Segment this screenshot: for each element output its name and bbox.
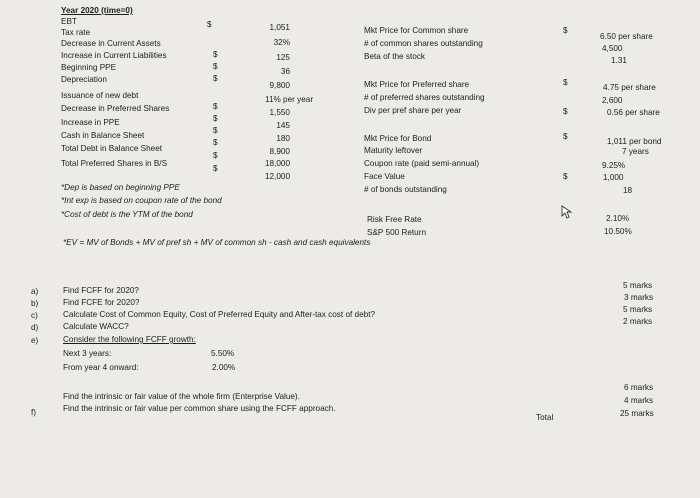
item-value: 125 [276,53,290,62]
question-letter: e) [31,336,39,345]
dollar-sign: $ [213,102,218,111]
question-text: Calculate Cost of Common Equity, Cost of Preferred Equity and After-tax cost of debt? [63,310,376,319]
bond-label: Maturity leftover [364,146,423,155]
item-label: Total Preferred Shares in B/S [61,159,168,168]
market-label: S&P 500 Return [367,228,427,237]
question-letter: f) [31,408,37,417]
total-label: Total [536,413,554,422]
question-letter: b) [31,299,39,308]
marks: 4 marks [624,396,654,405]
common-label: Mkt Price for Common share [364,26,469,35]
bond-value: 9.25% [602,161,626,170]
bond-value: 1,011 per bond [607,137,662,146]
dollar-sign: $ [213,151,218,160]
question-text: Find FCFF for 2020? [63,286,139,295]
marks: 6 marks [624,383,654,392]
dollar-sign: $ [213,74,218,83]
dollar-sign: $ [213,50,218,59]
question-text: Find the intrinsic or fair value of the whole firm (Enterprise Value). [63,392,300,401]
note: *Int exp is based on coupon rate of the bond [61,196,222,205]
item-value: 1,051 [269,23,290,32]
growth-label: From year 4 onward: [63,363,139,372]
growth-value: 2.00% [212,363,236,372]
dollar-sign: $ [213,126,218,135]
cursor-icon [560,205,574,219]
market-value: 10.50% [604,227,632,236]
item-label: EBT [61,17,77,26]
note: *Dep is based on beginning PPE [61,183,180,192]
preferred-value: 4.75 per share [603,83,656,92]
dollar-sign: $ [563,26,568,35]
dollar-sign: $ [563,132,568,141]
bond-value: 1,000 [603,173,624,182]
common-value: 1.31 [611,56,627,65]
item-value: 8,900 [269,147,290,156]
total-value: 25 marks [620,409,654,418]
growth-label: Next 3 years: [63,349,112,358]
preferred-value: 2,600 [602,96,623,105]
item-value: 18,000 [264,159,290,168]
item-label: Cash in Balance Sheet [61,131,145,140]
bond-label: Face Value [364,172,405,181]
dollar-sign: $ [563,107,568,116]
item-value: 32% [273,38,290,47]
dollar-sign: $ [213,138,218,147]
question-text: Calculate WACC? [63,322,129,331]
item-value: 145 [276,121,290,130]
item-value: 36 [280,67,290,76]
bond-label: # of bonds outstanding [364,185,447,194]
ev-note: *EV = MV of Bonds + MV of pref sh + MV of common sh - cash and cash equivalents [63,238,371,247]
item-label: Total Debt in Balance Sheet [61,144,163,153]
preferred-value: 0.56 per share [607,108,660,117]
item-value: 9,800 [269,81,290,90]
item-label: Depreciation [61,75,107,84]
marks: 5 marks [623,305,653,314]
question-letter: d) [31,323,39,332]
item-value: 11% per year [265,95,314,104]
dollar-sign: $ [207,20,212,29]
question-letter: a) [31,287,39,296]
item-label: Beginning PPE [61,63,117,72]
item-value: 180 [276,134,290,143]
bond-label: Mkt Price for Bond [364,134,432,143]
item-value: 1,550 [269,108,290,117]
marks: 5 marks [623,281,653,290]
sheet-title: Year 2020 (time=0) [61,6,133,15]
common-label: Beta of the stock [364,52,425,61]
bond-label: Coupon rate (paid semi-annual) [364,159,480,168]
market-value: 2.10% [606,214,630,223]
dollar-sign: $ [213,164,218,173]
question-text: Consider the following FCFF growth: [63,335,196,344]
item-label: Decrease in Preferred Shares [61,104,170,113]
item-label: Increase in PPE [61,118,120,127]
marks: 2 marks [623,317,653,326]
bond-value: 18 [623,186,633,195]
dollar-sign: $ [213,114,218,123]
common-value: 6.50 per share [600,32,653,41]
item-label: Issuance of new debt [61,91,139,100]
market-label: Risk Free Rate [367,215,422,224]
item-value: 12,000 [264,172,290,181]
common-label: # of common shares outstanding [364,39,483,48]
note: *Cost of debt is the YTM of the bond [61,210,193,219]
question-letter: c) [31,311,38,320]
growth-value: 5.50% [211,349,235,358]
question-text: Find FCFE for 2020? [63,298,140,307]
preferred-label: Mkt Price for Preferred share [364,80,470,89]
question-text: Find the intrinsic or fair value per common share using the FCFF approach. [63,404,336,413]
item-label: Tax rate [61,28,91,37]
item-label: Decrease in Current Assets [61,39,161,48]
bond-value: 7 years [622,147,649,156]
common-value: 4,500 [602,44,623,53]
dollar-sign: $ [563,78,568,87]
item-label: Increase in Current Liabilities [61,51,167,60]
dollar-sign: $ [213,62,218,71]
dollar-sign: $ [563,172,568,181]
preferred-label: # of preferred shares outstanding [364,93,485,102]
preferred-label: Div per pref share per year [364,106,462,115]
marks: 3 marks [624,293,654,302]
